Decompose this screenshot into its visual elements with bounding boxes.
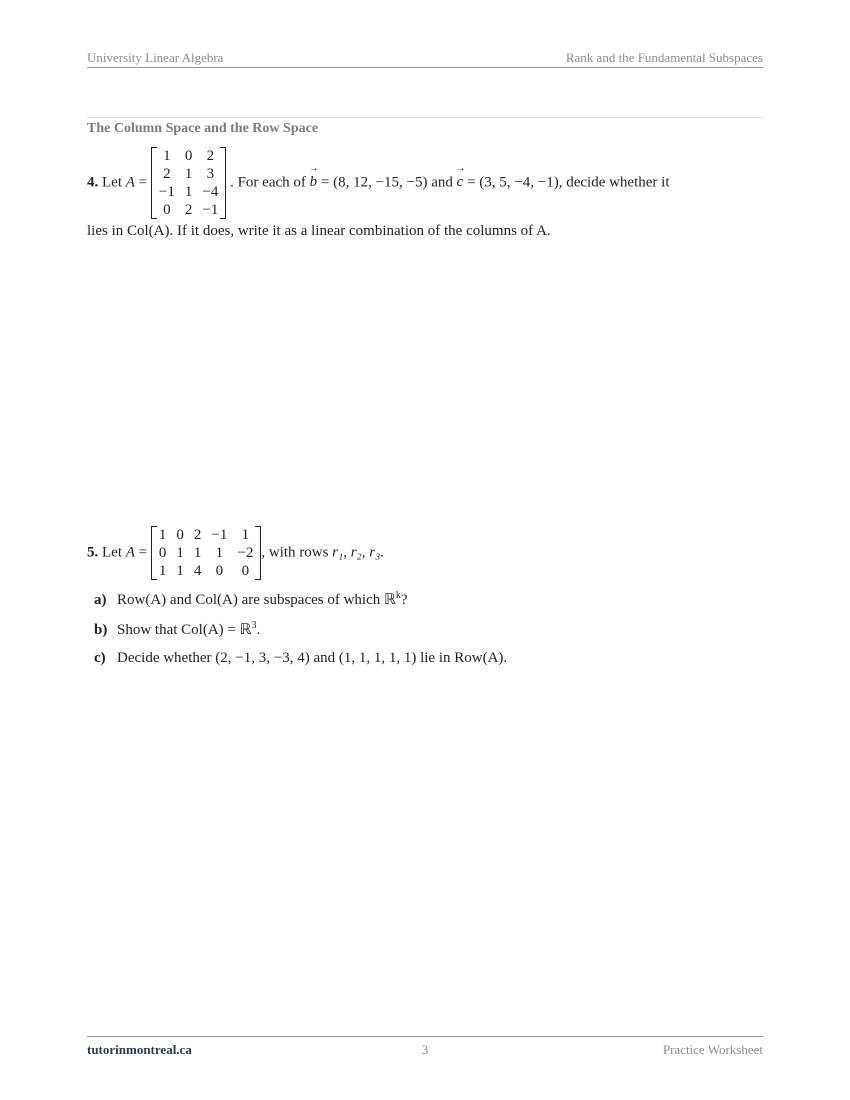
page-footer <box>87 1042 763 1060</box>
problem-5-lead: Let <box>102 544 122 561</box>
matrix-entry: −1 <box>211 527 228 543</box>
problem-4-matrix-var: A <box>125 174 135 191</box>
problem-5-matrix-var: A <box>125 544 135 561</box>
matrix-entry: −1 <box>158 184 175 200</box>
part-superscript: 3 <box>251 620 257 631</box>
part-text: Row(A) and Col(A) are subspaces of which ℝ <box>117 592 396 608</box>
matrix-entry: 0 <box>176 527 184 543</box>
page-header <box>87 50 763 68</box>
matrix-entry: 0 <box>163 202 171 218</box>
section-divider <box>87 117 763 118</box>
part-label: b) <box>94 622 108 638</box>
matrix-entry: −1 <box>202 202 219 218</box>
problem-4-lead: Let <box>102 174 122 191</box>
matrix-row <box>154 183 223 201</box>
matrix-entry: 1 <box>193 545 202 561</box>
part-superscript: k <box>395 590 401 601</box>
matrix-entry: 1 <box>158 563 167 579</box>
part-tail: . <box>256 622 261 638</box>
page-number: 3 <box>421 1042 429 1057</box>
part-text: Show that Col(A) = ℝ <box>117 622 252 638</box>
matrix-entry: 1 <box>241 527 250 543</box>
matrix-entry: 2 <box>193 527 202 543</box>
matrix-row <box>154 165 223 183</box>
problem-5-matrix <box>151 526 261 580</box>
problem-5-part-b <box>94 620 260 639</box>
section-title: The Column Space and the Row Space <box>87 121 319 136</box>
matrix-entry: 1 <box>176 563 184 579</box>
problem-5-rows-text: , with rows <box>261 544 329 561</box>
matrix-entry: 1 <box>184 166 193 182</box>
matrix-row <box>154 526 258 544</box>
matrix-entry: 3 <box>206 166 215 182</box>
problem-4-c-value: = (3, 5, −4, −1), decide whether it <box>467 174 670 191</box>
problem-4-b-value: = (8, 12, −15, −5) and <box>320 174 453 191</box>
matrix-entry: 0 <box>215 563 224 579</box>
footer-label: Practice Worksheet <box>662 1042 763 1057</box>
vector-b: → b <box>310 174 318 190</box>
matrix-entry: 1 <box>163 148 171 164</box>
problem-5-number: 5. <box>87 544 99 561</box>
matrix-entry: −4 <box>202 184 219 200</box>
matrix-entry: 1 <box>176 545 184 561</box>
part-text: Decide whether (2, −1, 3, −3, 4) and (1, 1, 1, 1, 1) lie in Row(A). <box>117 650 508 666</box>
equals-sign: = <box>138 174 148 191</box>
header-course-title: University Linear Algebra <box>87 50 224 65</box>
matrix-row <box>154 201 223 219</box>
matrix-entry: 2 <box>163 166 171 182</box>
part-tail: ? <box>400 592 408 608</box>
matrix-row <box>154 562 258 580</box>
problem-5-part-a <box>94 590 408 609</box>
problem-4-text-a: . For each of <box>230 174 306 191</box>
matrix-entry: 0 <box>241 563 250 579</box>
matrix-entry: 0 <box>158 545 167 561</box>
matrix-entry: 4 <box>193 563 202 579</box>
problem-5-part-c <box>94 650 507 667</box>
footer-site-link[interactable]: tutorinmontreal.ca <box>87 1042 192 1057</box>
matrix-entry: 0 <box>184 148 193 164</box>
matrix-entry: 1 <box>215 545 224 561</box>
problem-5-row-names: r₁, r₂, r₃. <box>332 544 385 561</box>
matrix-entry: −2 <box>237 545 254 561</box>
matrix-entry: 2 <box>184 202 193 218</box>
problem-4-matrix <box>151 147 226 219</box>
part-label: a) <box>94 592 107 608</box>
header-divider <box>87 67 763 68</box>
matrix-entry: 2 <box>206 148 215 164</box>
vector-c: → c <box>457 174 464 190</box>
problem-4-line-2: lies in Col(A). If it does, write it as a linear combination of the columns of A. <box>87 223 551 239</box>
matrix-entry: 1 <box>158 527 167 543</box>
matrix-row <box>154 147 223 165</box>
matrix-row <box>154 544 258 562</box>
equals-sign: = <box>138 544 148 561</box>
footer-divider <box>87 1036 763 1037</box>
part-label: c) <box>94 650 106 666</box>
problem-4-number: 4. <box>87 174 99 191</box>
header-topic-title: Rank and the Fundamental Subspaces <box>565 50 763 65</box>
matrix-entry: 1 <box>184 184 193 200</box>
